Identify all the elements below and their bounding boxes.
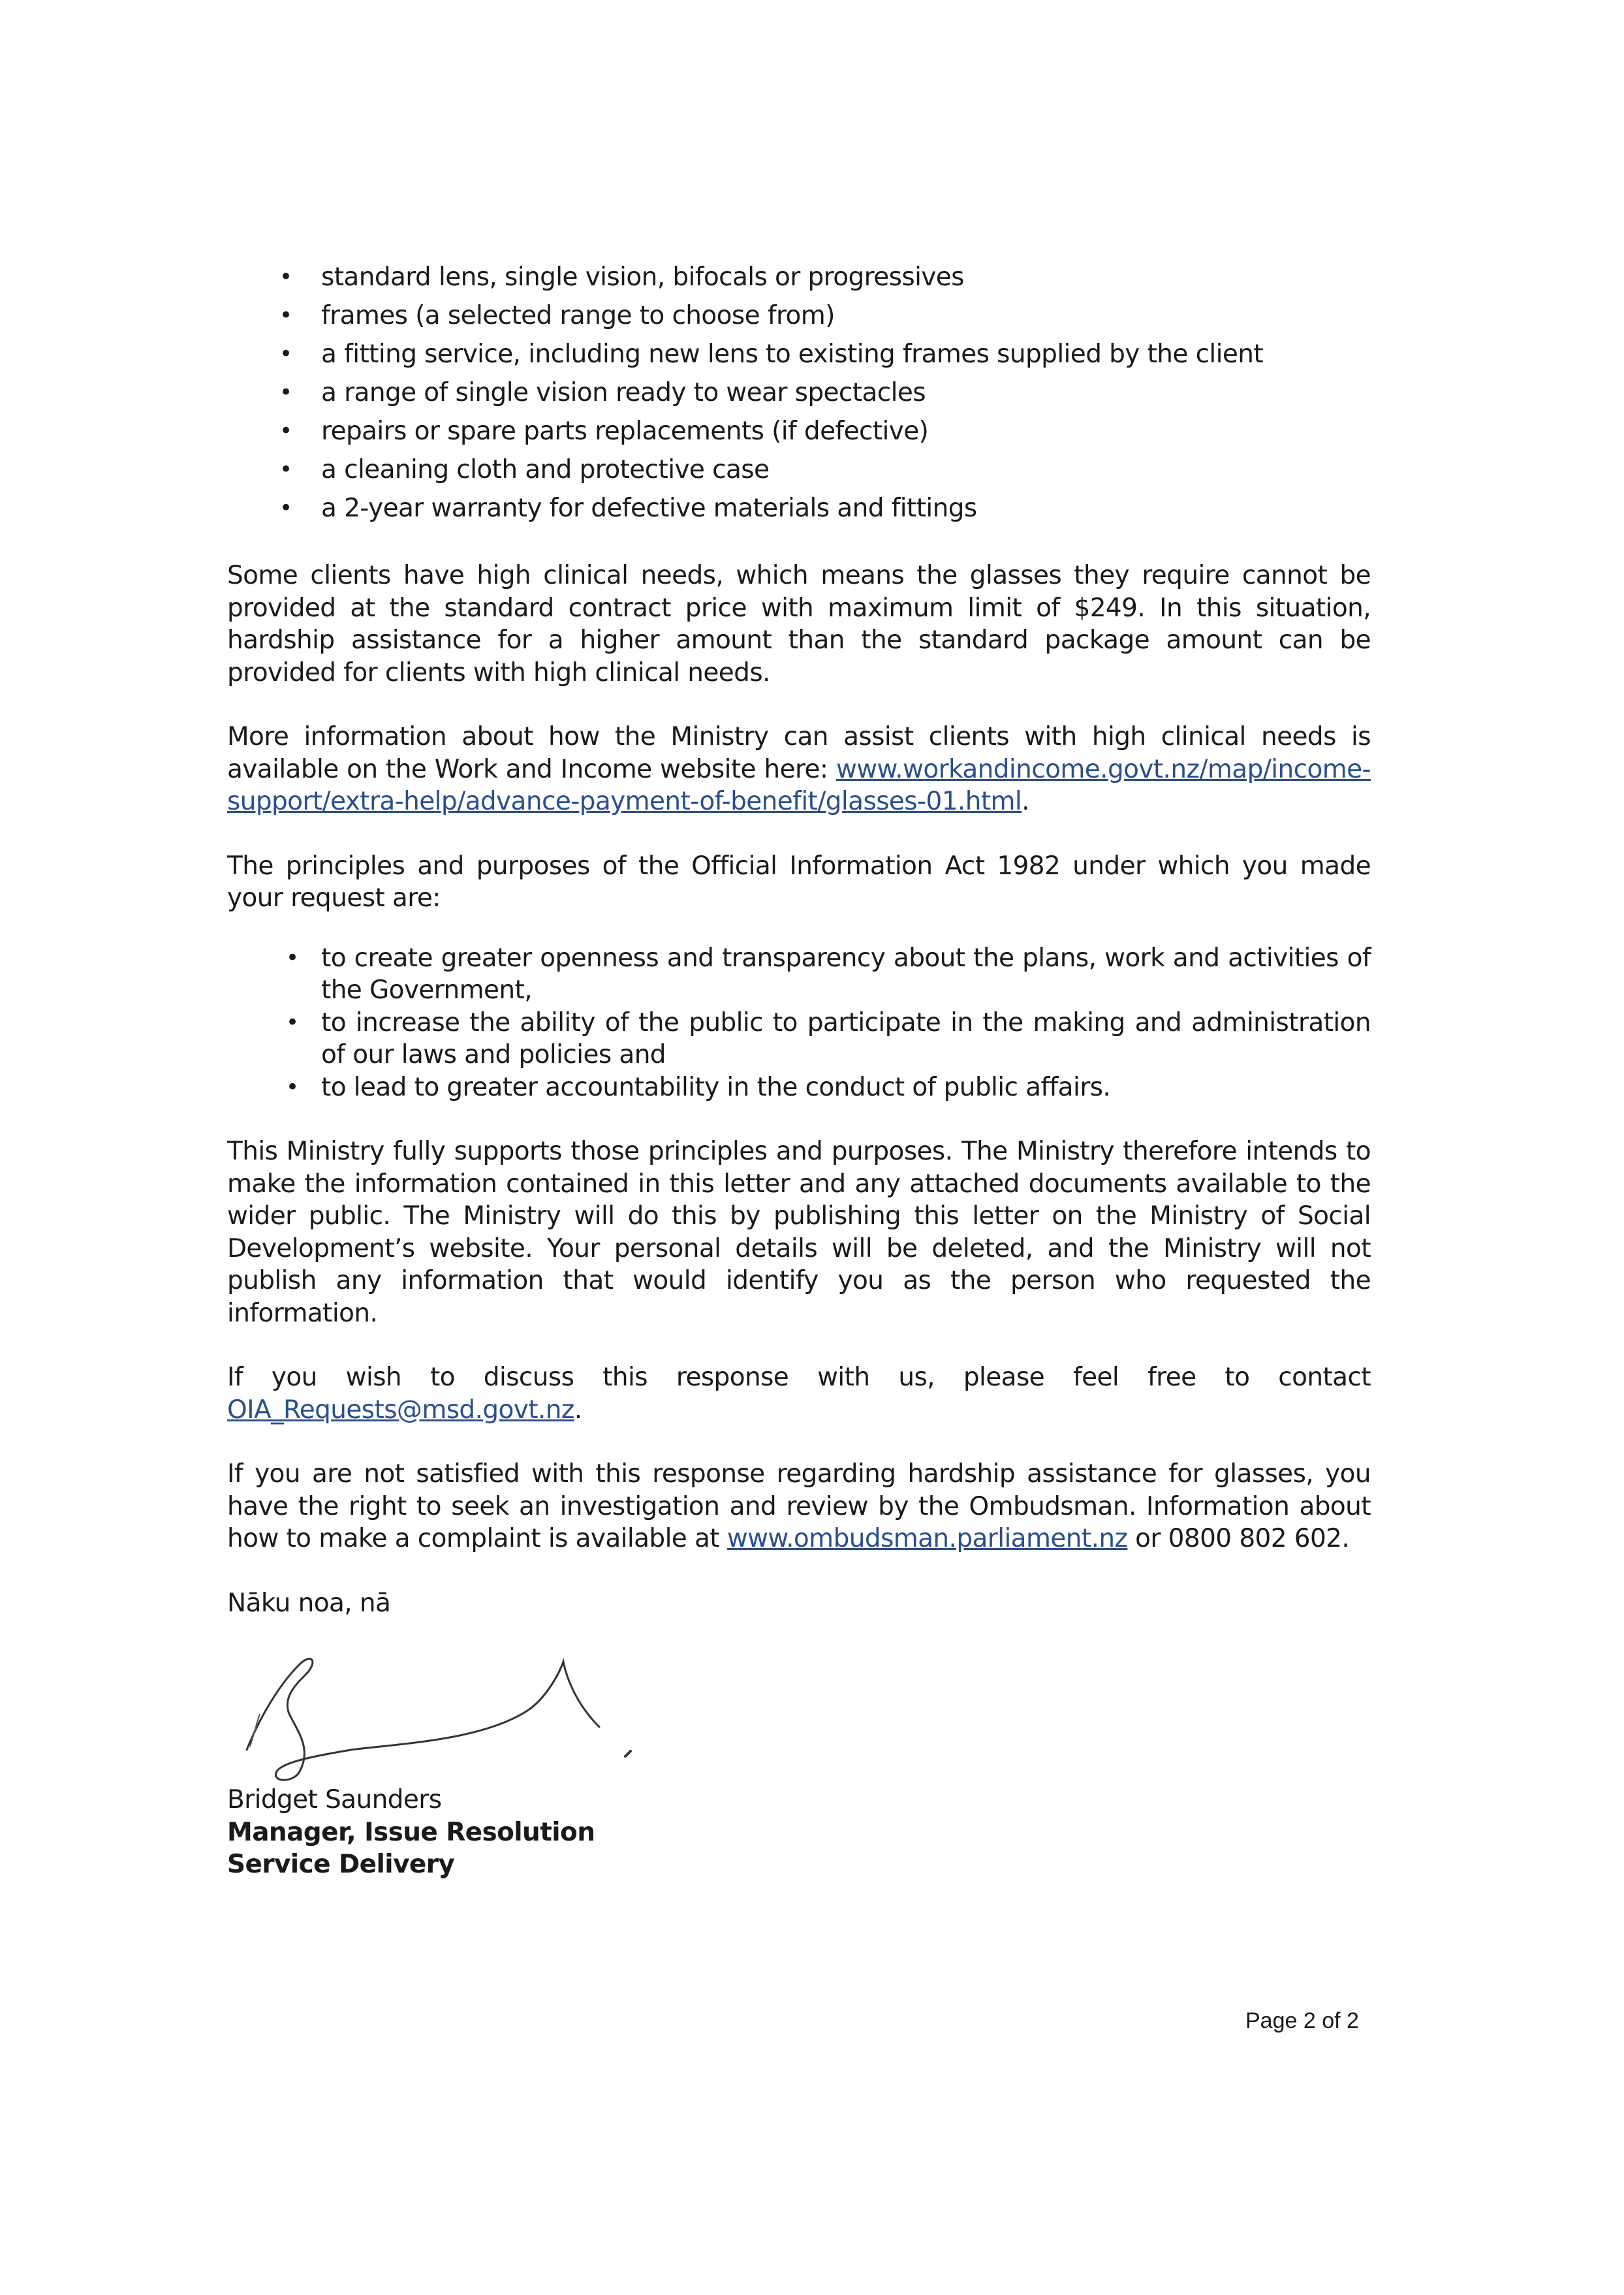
list-item: • a cleaning cloth and protective case xyxy=(227,451,1371,489)
signature-icon xyxy=(221,1645,808,1784)
bullet-icon: • xyxy=(279,379,292,405)
bullet-icon: • xyxy=(279,418,292,444)
oia-intro-paragraph: The principles and purposes of the Official Information Act 1982 under which you made your request are: xyxy=(227,851,1371,913)
list-item: • a range of single vision ready to wear spectacles xyxy=(227,373,1371,412)
list-item: • frames (a selected range to choose from) xyxy=(227,296,1371,335)
bullet-icon: • xyxy=(286,1073,299,1100)
bullet-icon: • xyxy=(286,1009,299,1036)
list-item: • a 2-year warranty for defective materials and fittings xyxy=(227,489,1371,528)
page-number: Page 2 of 2 xyxy=(1245,2008,1359,2033)
bullet-icon: • xyxy=(279,302,292,328)
list-item: • standard lens, single vision, bifocals or progressives xyxy=(227,258,1371,296)
closing-salutation: Nāku noa, nā xyxy=(227,1588,391,1618)
services-list xyxy=(227,258,1371,528)
list-item: • repairs or spare parts replacements (if defective) xyxy=(227,412,1371,451)
letter-page xyxy=(227,258,1371,1881)
more-info-paragraph: More information about how the Ministry can assist clients with high clinical needs is available on the Work and Income website here: www.workandincome.govt.nz/map/income-support/extra-help/advance-payment-of-benefit/glasses-01.html. xyxy=(227,722,1371,816)
list-item: • to lead to greater accountability in the conduct of public affairs. xyxy=(227,1071,1371,1104)
ministry-support-paragraph: This Ministry fully supports those principles and purposes. The Ministry therefore intends to make the information contained in this letter and any attached documents available to the wider public. The Ministry will do this by publishing this letter on the Ministry of Social Development’s website. Your personal details will be deleted, and the Ministry will not publish any information that would identify you as the person who requested the information. xyxy=(227,1137,1371,1328)
bullet-icon: • xyxy=(279,341,292,367)
ombudsman-paragraph: If you are not satisfied with this response regarding hardship assistance for glasses, you have the right to seek an investigation and review by the Ombudsman. Information about how to make a complaint is available at www.ombudsman.parliament.nz or 0800 802 602. xyxy=(227,1459,1371,1553)
signatory-department: Service Delivery xyxy=(227,1850,455,1879)
ombudsman-link[interactable]: www.ombudsman.parliament.nz xyxy=(726,1524,1128,1553)
bullet-icon: • xyxy=(279,456,292,483)
list-item: • a fitting service, including new lens to existing frames supplied by the client xyxy=(227,335,1371,373)
contact-paragraph: If you wish to discuss this response with us, please feel free to contact OIA_Requests@msd.govt.nz. xyxy=(227,1363,1371,1425)
list-item: • to increase the ability of the public to participate in the making and administration of our laws and policies and xyxy=(286,1007,1371,1069)
bullet-icon: • xyxy=(279,495,292,521)
oia-principles-list xyxy=(227,942,1371,1104)
bullet-icon: • xyxy=(286,944,299,971)
more-info-text: More information about how the Ministry can assist clients with high clinical needs is available on the Work and Income website here: xyxy=(227,722,1371,784)
signatory-title: Manager, Issue Resolution xyxy=(227,1817,595,1847)
work-and-income-link[interactable]: www.workandincome.govt.nz/map/income-support/extra-help/advance-payment-of-benefit/glasses-01.html xyxy=(227,754,1371,816)
list-item: • to create greater openness and transparency about the plans, work and activities of the Government, xyxy=(286,943,1371,1005)
signature xyxy=(227,1645,815,1784)
signatory-name: Bridget Saunders xyxy=(227,1785,442,1814)
oia-email-link[interactable]: OIA_Requests@msd.govt.nz xyxy=(227,1395,574,1425)
bullet-icon: • xyxy=(279,264,292,290)
high-clinical-needs-paragraph: Some clients have high clinical needs, which means the glasses they require cannot be provided at the standard contract price with maximum limit of $249. In this situation, hardship assistance for a higher amount than the standard package amount can be provided for clients with high clinical needs. xyxy=(227,561,1371,688)
